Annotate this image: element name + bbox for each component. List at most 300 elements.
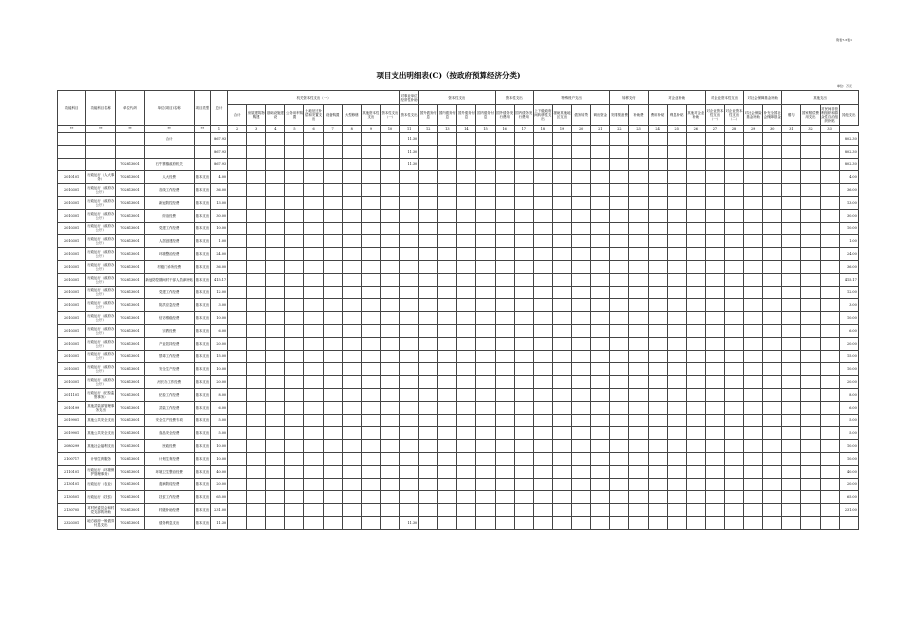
cell-project-type: 基本支出 (194, 414, 210, 427)
cell-func-name (86, 158, 116, 171)
cell-empty (342, 401, 361, 414)
cell-empty (361, 516, 380, 529)
cell-total: 20.00 (210, 478, 227, 491)
cell-empty (744, 427, 763, 440)
cell-empty (342, 465, 361, 478)
cell-empty (744, 312, 763, 325)
cell-empty (763, 516, 782, 529)
cell-capital-expense (400, 350, 419, 363)
cell-empty (724, 350, 743, 363)
table-row (58, 414, 859, 427)
cell-empty (686, 171, 705, 184)
cell-empty (572, 376, 591, 389)
cell-empty (820, 363, 839, 376)
cell-empty (476, 273, 495, 286)
cell-empty (361, 452, 380, 465)
cell-func-code (58, 145, 86, 158)
cell-empty (572, 260, 591, 273)
cell-empty (457, 465, 476, 478)
cell-empty (342, 133, 361, 146)
cell-empty (648, 452, 667, 465)
cell-empty (572, 145, 591, 158)
cell-empty (380, 465, 399, 478)
cell-empty (763, 401, 782, 414)
cell-empty (533, 427, 552, 440)
cell-empty (667, 516, 686, 529)
cell-empty (266, 286, 285, 299)
cell-func-code: 2130101 (58, 478, 86, 491)
header-unit-code: 单位代码 (116, 91, 144, 126)
cell-func-name: 行政运行（政府办公厅） (86, 260, 116, 273)
cell-empty (552, 363, 571, 376)
cell-empty (457, 171, 476, 184)
cell-empty (610, 273, 629, 286)
cell-empty (266, 478, 285, 491)
cell-empty (419, 414, 438, 427)
cell-empty (514, 504, 533, 517)
cell-total: 36.00 (210, 184, 227, 197)
cell-empty (572, 286, 591, 299)
cell-empty (648, 235, 667, 248)
cell-empty (266, 171, 285, 184)
cell-empty (648, 196, 667, 209)
cell-unit-code: 702813001 (116, 337, 144, 350)
cell-empty (610, 427, 629, 440)
cell-empty (342, 350, 361, 363)
header-index-cell: 8 (342, 126, 361, 133)
cell-project-name: 民政经费 (144, 440, 194, 453)
cell-empty (361, 401, 380, 414)
cell-empty (667, 196, 686, 209)
cell-empty (801, 260, 820, 273)
cell-empty (419, 478, 438, 491)
cell-empty (629, 440, 648, 453)
cell-unit-code: 702813001 (116, 363, 144, 376)
cell-empty (610, 209, 629, 222)
header-sub-22: 补助费 (629, 105, 648, 126)
cell-empty (686, 452, 705, 465)
cell-empty (667, 145, 686, 158)
cell-empty (744, 145, 763, 158)
cell-empty (667, 133, 686, 146)
cell-empty (323, 516, 342, 529)
cell-empty (514, 286, 533, 299)
cell-empty (533, 452, 552, 465)
cell-empty (247, 222, 266, 235)
cell-other-expense: 30.00 (839, 209, 858, 222)
cell-func-code (58, 133, 86, 146)
cell-empty (591, 363, 610, 376)
cell-empty (648, 504, 667, 517)
cell-empty (323, 465, 342, 478)
cell-empty (285, 401, 304, 414)
cell-func-name: 地方政府一般债券付息支出 (86, 516, 116, 529)
cell-empty (572, 440, 591, 453)
cell-empty (419, 465, 438, 478)
cell-empty (304, 427, 323, 440)
cell-func-name: 行政运行（政府办公厅） (86, 363, 116, 376)
cell-empty (552, 145, 571, 158)
cell-empty (304, 414, 323, 427)
cell-func-name: 行政运行（扶贫） (86, 491, 116, 504)
cell-empty (495, 196, 514, 209)
cell-empty (438, 452, 457, 465)
cell-empty (285, 337, 304, 350)
cell-empty (457, 376, 476, 389)
cell-empty (266, 222, 285, 235)
cell-project-type: 基本支出 (194, 184, 210, 197)
cell-empty (705, 222, 724, 235)
cell-empty (552, 235, 571, 248)
cell-empty (533, 401, 552, 414)
cell-empty (763, 440, 782, 453)
cell-empty (304, 452, 323, 465)
cell-empty (266, 248, 285, 261)
header-group-capital: 资本性支出 (419, 91, 495, 105)
cell-empty (724, 312, 743, 325)
cell-empty (724, 184, 743, 197)
cell-empty (266, 273, 285, 286)
cell-empty (285, 478, 304, 491)
cell-empty (304, 158, 323, 171)
cell-project-name: 计划生育经费 (144, 452, 194, 465)
cell-empty (629, 248, 648, 261)
cell-empty (304, 504, 323, 517)
cell-empty (419, 337, 438, 350)
cell-empty (572, 504, 591, 517)
cell-empty (361, 504, 380, 517)
cell-empty (629, 491, 648, 504)
cell-empty (247, 196, 266, 209)
cell-empty (514, 478, 533, 491)
cell-empty (476, 516, 495, 529)
cell-empty (629, 222, 648, 235)
cell-empty (419, 209, 438, 222)
cell-empty (438, 222, 457, 235)
cell-empty (744, 133, 763, 146)
header-sub-7: 大型修缮 (342, 105, 361, 126)
cell-empty (438, 491, 457, 504)
cell-empty (572, 158, 591, 171)
cell-empty (801, 158, 820, 171)
cell-empty (724, 299, 743, 312)
cell-empty (495, 260, 514, 273)
cell-other-expense: 10.00 (839, 312, 858, 325)
cell-capital-expense: 11.30 (400, 133, 419, 146)
cell-unit-code: 702813001 (116, 440, 144, 453)
cell-empty (705, 235, 724, 248)
cell-empty (266, 312, 285, 325)
cell-empty (247, 401, 266, 414)
cell-empty (266, 299, 285, 312)
cell-empty (342, 504, 361, 517)
cell-func-name: 行政运行（政府办公厅） (86, 209, 116, 222)
cell-func-code: 2010301 (58, 363, 86, 376)
cell-empty (629, 158, 648, 171)
cell-empty (495, 401, 514, 414)
cell-empty (705, 516, 724, 529)
cell-empty (285, 235, 304, 248)
cell-empty (476, 158, 495, 171)
cell-empty (763, 312, 782, 325)
cell-empty (801, 273, 820, 286)
cell-empty (591, 427, 610, 440)
cell-empty (514, 299, 533, 312)
cell-empty (820, 286, 839, 299)
cell-empty (342, 235, 361, 248)
header-index-cell: 14 (457, 126, 476, 133)
cell-empty (533, 363, 552, 376)
cell-empty (648, 248, 667, 261)
cell-empty (476, 363, 495, 376)
cell-empty (285, 158, 304, 171)
cell-capital-expense (400, 235, 419, 248)
cell-empty (514, 184, 533, 197)
table-row (58, 286, 859, 299)
cell-total: 13.00 (210, 196, 227, 209)
cell-empty (266, 324, 285, 337)
cell-empty (495, 491, 514, 504)
cell-empty (323, 158, 342, 171)
cell-empty (514, 414, 533, 427)
cell-func-code: 2019901 (58, 427, 86, 440)
cell-empty (763, 133, 782, 146)
cell-empty (610, 401, 629, 414)
cell-empty (591, 248, 610, 261)
cell-project-name: 党建工作经费 (144, 286, 194, 299)
cell-empty (476, 427, 495, 440)
cell-empty (323, 350, 342, 363)
cell-empty (686, 133, 705, 146)
cell-empty (801, 299, 820, 312)
cell-project-type: 基本支出 (194, 376, 210, 389)
table-row (58, 312, 859, 325)
cell-empty (552, 452, 571, 465)
cell-empty (247, 235, 266, 248)
cell-empty (648, 324, 667, 337)
cell-empty (648, 388, 667, 401)
cell-project-type: 基本支出 (194, 273, 210, 286)
cell-empty (285, 286, 304, 299)
cell-empty (228, 427, 247, 440)
cell-empty (495, 158, 514, 171)
cell-empty (801, 478, 820, 491)
cell-empty (801, 184, 820, 197)
cell-empty (457, 260, 476, 273)
cell-empty (476, 401, 495, 414)
cell-empty (648, 440, 667, 453)
cell-empty (782, 171, 801, 184)
cell-empty (266, 184, 285, 197)
cell-empty (591, 273, 610, 286)
cell-empty (323, 196, 342, 209)
cell-empty (782, 324, 801, 337)
cell-empty (228, 209, 247, 222)
table-row (58, 363, 859, 376)
cell-empty (801, 209, 820, 222)
cell-empty (533, 388, 552, 401)
cell-empty (705, 440, 724, 453)
cell-empty (361, 478, 380, 491)
cell-empty (495, 350, 514, 363)
cell-empty (419, 133, 438, 146)
cell-empty (361, 337, 380, 350)
cell-func-name: 行政运行（政府办公厅） (86, 350, 116, 363)
cell-empty (686, 337, 705, 350)
cell-empty (323, 337, 342, 350)
cell-empty (304, 491, 323, 504)
cell-empty (686, 273, 705, 286)
cell-empty (514, 465, 533, 478)
cell-empty (763, 248, 782, 261)
cell-empty (247, 388, 266, 401)
cell-capital-expense (400, 427, 419, 440)
cell-empty (247, 312, 266, 325)
table-row (58, 478, 859, 491)
cell-empty (304, 324, 323, 337)
cell-empty (495, 363, 514, 376)
cell-empty (782, 440, 801, 453)
cell-empty (380, 222, 399, 235)
cell-project-name: 纪检工作经费 (144, 388, 194, 401)
cell-other-expense: 6.00 (839, 401, 858, 414)
cell-empty (380, 504, 399, 517)
cell-empty (763, 363, 782, 376)
cell-empty (648, 427, 667, 440)
cell-empty (457, 235, 476, 248)
cell-empty (552, 209, 571, 222)
cell-empty (552, 516, 571, 529)
cell-empty (438, 196, 457, 209)
cell-project-name: 防洪应急经费 (144, 299, 194, 312)
header-index-cell: 22 (610, 126, 629, 133)
cell-project-type: 基本支出 (194, 337, 210, 350)
cell-empty (419, 286, 438, 299)
cell-empty (552, 286, 571, 299)
table-row (58, 235, 859, 248)
header-index-cell: 28 (724, 126, 743, 133)
cell-empty (266, 196, 285, 209)
cell-empty (514, 222, 533, 235)
cell-empty (457, 248, 476, 261)
cell-empty (667, 388, 686, 401)
cell-empty (533, 440, 552, 453)
cell-empty (361, 312, 380, 325)
cell-empty (419, 324, 438, 337)
cell-empty (247, 465, 266, 478)
cell-empty (228, 222, 247, 235)
expenditure-table (57, 90, 859, 530)
cell-empty (495, 427, 514, 440)
cell-empty (533, 491, 552, 504)
cell-empty (476, 312, 495, 325)
cell-empty (380, 414, 399, 427)
cell-empty (744, 376, 763, 389)
cell-func-name: 其他武装部管理事务支出 (86, 401, 116, 414)
cell-empty (438, 414, 457, 427)
cell-empty (476, 388, 495, 401)
header-index-cell: 15 (476, 126, 495, 133)
cell-other-expense: 802.30 (839, 158, 858, 171)
cell-empty (572, 452, 591, 465)
cell-empty (610, 363, 629, 376)
cell-empty (782, 363, 801, 376)
cell-empty (629, 337, 648, 350)
cell-empty (744, 184, 763, 197)
cell-empty (820, 491, 839, 504)
cell-empty (533, 350, 552, 363)
cell-func-code: 2010301 (58, 235, 86, 248)
header-sub-27: 对企业资本性支出（二） (724, 105, 743, 126)
cell-func-name: 行政运行（政府办公厅） (86, 222, 116, 235)
cell-empty (457, 158, 476, 171)
cell-empty (495, 376, 514, 389)
cell-empty (266, 414, 285, 427)
cell-empty (285, 376, 304, 389)
cell-total: 867.93 (210, 145, 227, 158)
cell-empty (801, 350, 820, 363)
cell-empty (361, 145, 380, 158)
cell-empty (285, 273, 304, 286)
cell-empty (304, 376, 323, 389)
header-func-name: 功能科目名称 (86, 91, 116, 126)
cell-empty (419, 158, 438, 171)
cell-empty (266, 158, 285, 171)
cell-empty (705, 209, 724, 222)
cell-func-code: 2019901 (58, 414, 86, 427)
header-sub-32: 对民间非营利组织和群众性自治组织补贴 (820, 105, 839, 126)
header-group-special: 特殊账户支出 (533, 91, 609, 105)
cell-total: 10.00 (210, 312, 227, 325)
cell-empty (667, 427, 686, 440)
cell-empty (419, 516, 438, 529)
cell-total: 15.00 (210, 350, 227, 363)
cell-empty (228, 171, 247, 184)
cell-empty (705, 184, 724, 197)
table-body (58, 133, 859, 530)
cell-empty (705, 465, 724, 478)
cell-empty (801, 312, 820, 325)
cell-empty (323, 260, 342, 273)
cell-empty (361, 376, 380, 389)
cell-project-name: 村级补助经费 (144, 504, 194, 517)
cell-total: 5.00 (210, 427, 227, 440)
cell-capital-expense (400, 376, 419, 389)
cell-empty (629, 286, 648, 299)
cell-empty (323, 248, 342, 261)
cell-empty (323, 376, 342, 389)
cell-empty (591, 376, 610, 389)
cell-empty (514, 145, 533, 158)
header-index-cell: 9 (361, 126, 380, 133)
cell-empty (705, 504, 724, 517)
cell-empty (763, 222, 782, 235)
header-index-cell: 30 (763, 126, 782, 133)
cell-unit-code: 702813001 (116, 427, 144, 440)
cell-empty (705, 363, 724, 376)
cell-empty (552, 337, 571, 350)
cell-empty (572, 248, 591, 261)
cell-empty (648, 516, 667, 529)
cell-empty (476, 286, 495, 299)
cell-project-name: 党建工作经费 (144, 222, 194, 235)
cell-project-name: 综治经费 (144, 209, 194, 222)
cell-empty (476, 248, 495, 261)
cell-empty (380, 248, 399, 261)
cell-empty (820, 133, 839, 146)
cell-empty (820, 465, 839, 478)
cell-total: 867.93 (210, 133, 227, 146)
